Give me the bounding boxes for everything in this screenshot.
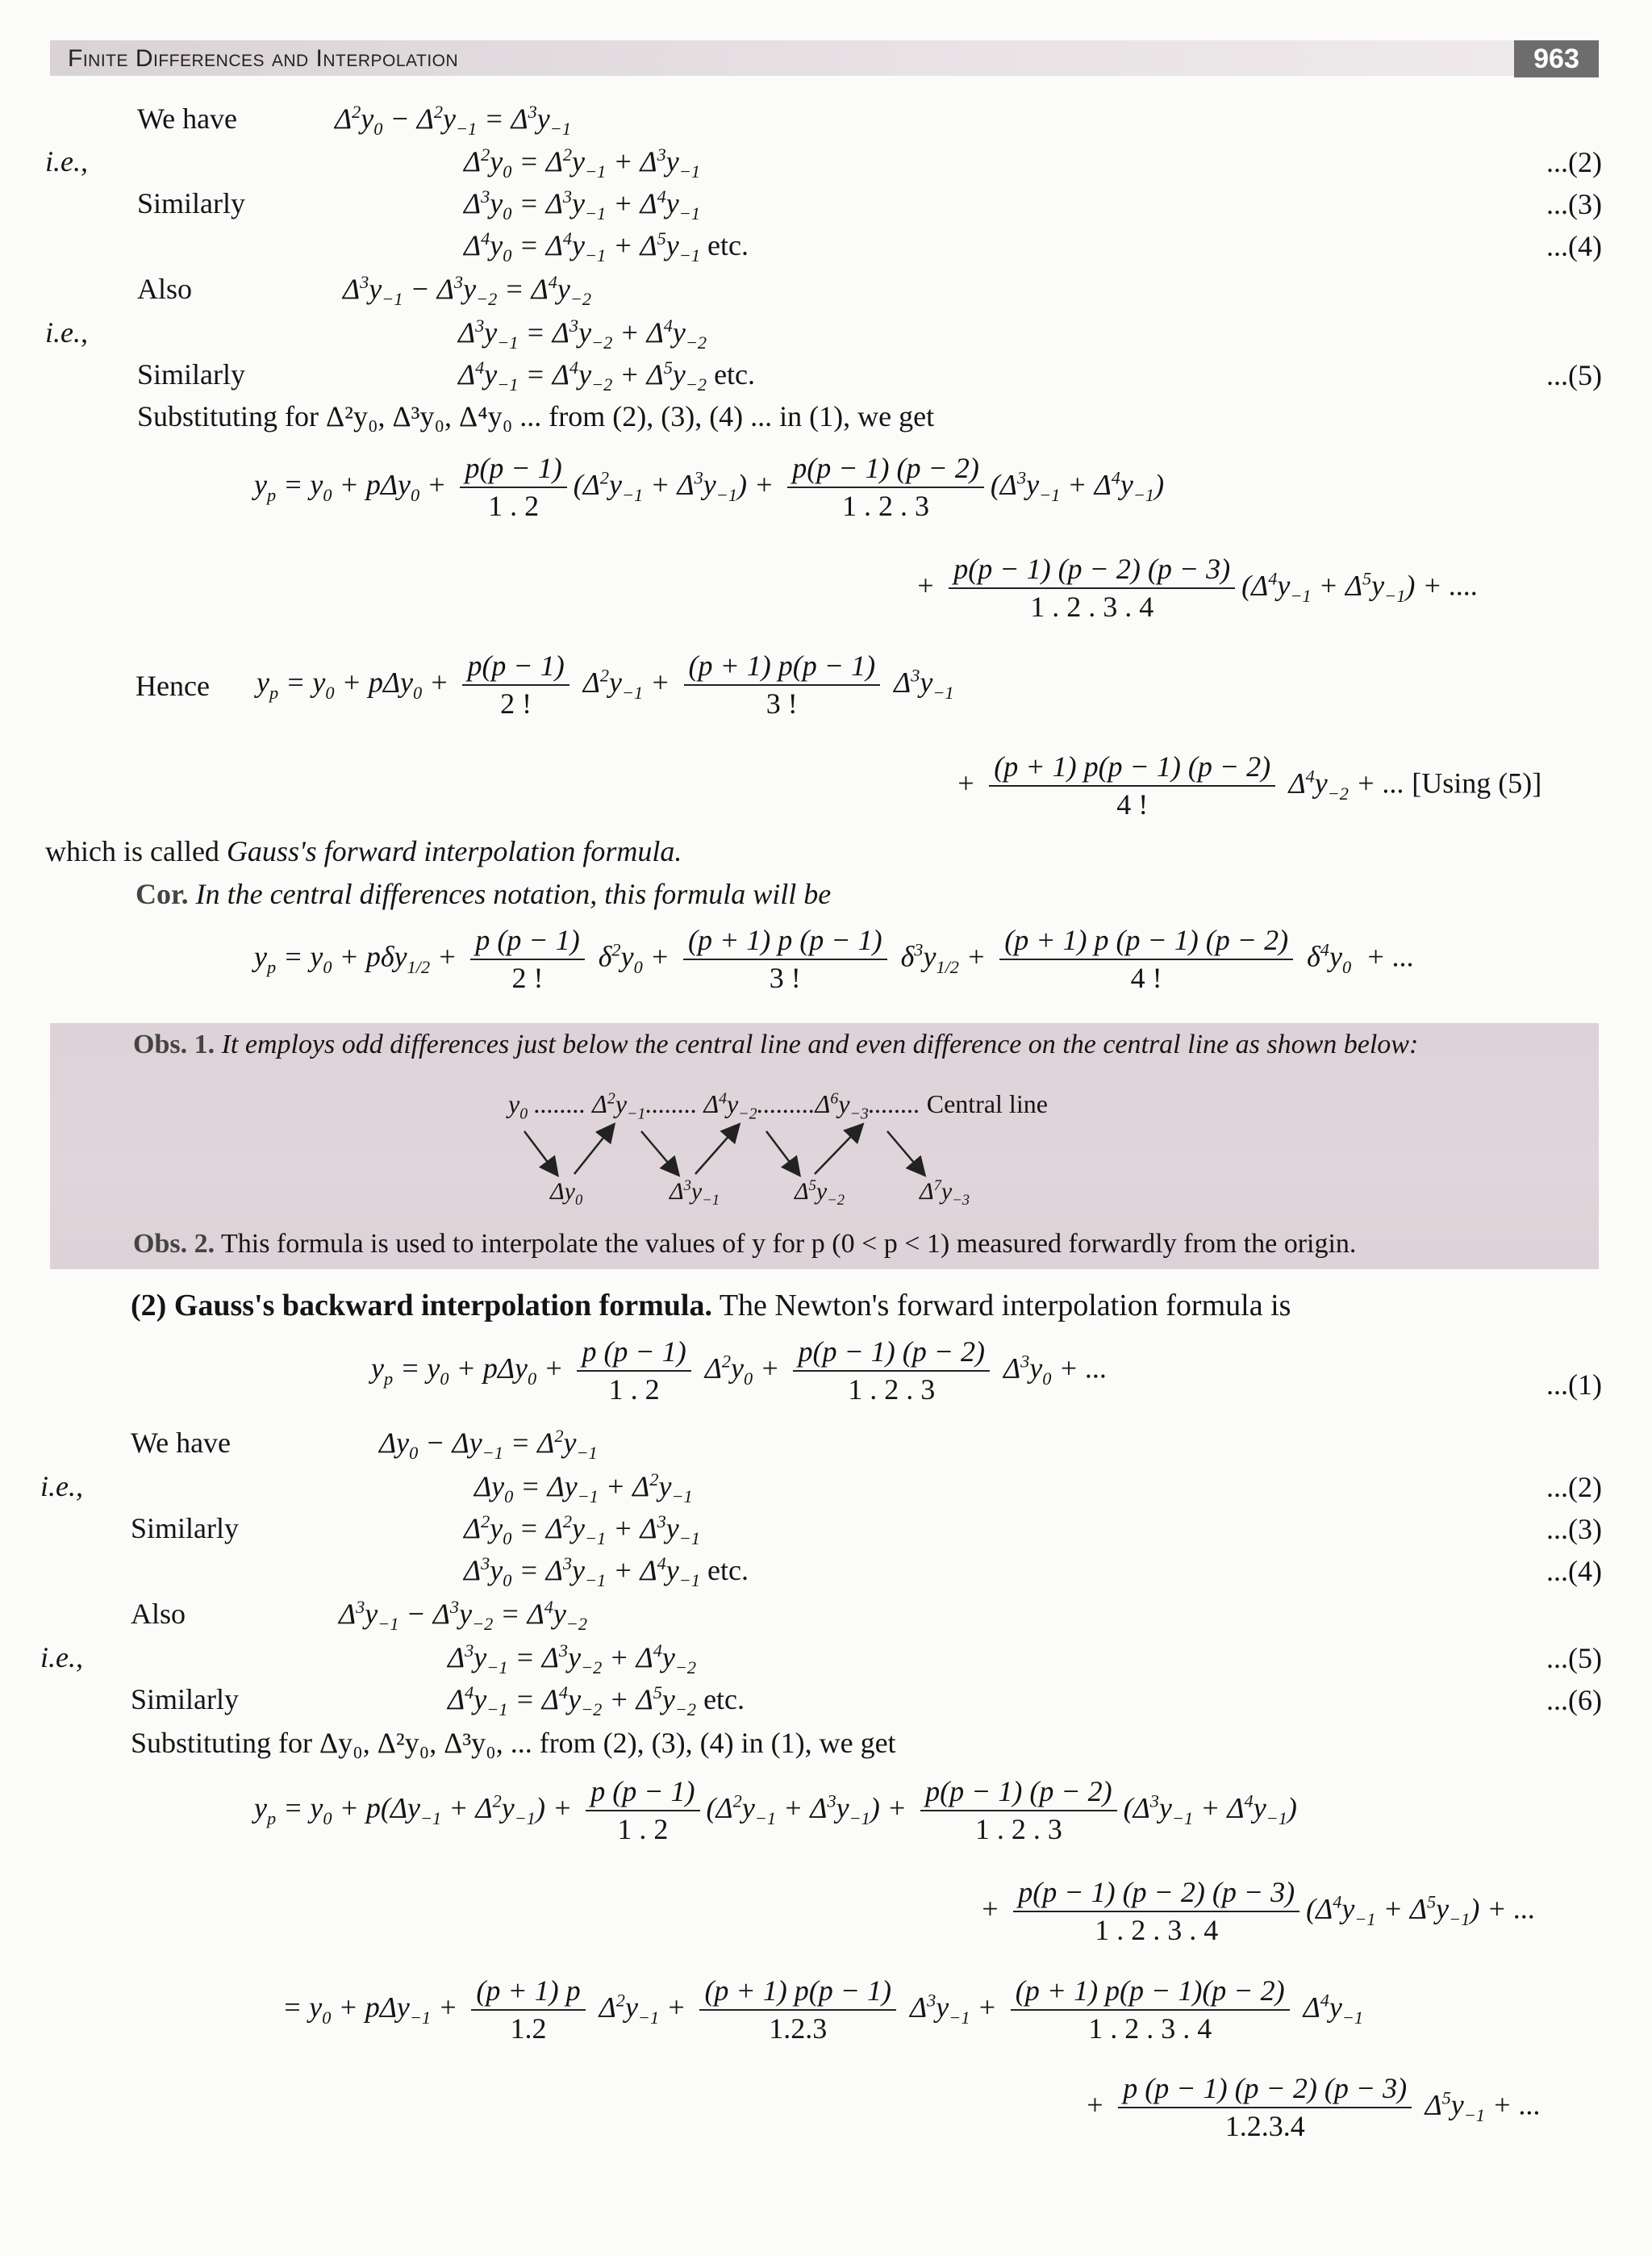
eq-ref: ...(4) [1546, 1555, 1602, 1587]
label-similarly: Similarly [137, 187, 245, 219]
eq-ref: ...(3) [1546, 188, 1602, 220]
expansion-line-1: $y_p = y_0 + p\Delta y_0$ + $\frac{p(p - 1)}{1 . 2}$ $(\Delta^2y_{-1} + \Delta^3y_{-1})$ + $\frac{p(p - 1) (p - 2)}{1 . 2 . 3}$ $(\Delta^3y_{-1} + \Delta^4y_{-1})$ [254, 452, 1165, 523]
label-ie: i.e., [45, 145, 88, 178]
b-expansion-4: + $\frac{p (p - 1) (p - 2) (p - 3)}{1.2.3.4}$ $\Delta^5y_{-1}$ + ... [1085, 2072, 1541, 2143]
label-ie: i.e., [45, 316, 88, 349]
eq-4: $\Delta^4y_0 = \Delta^4y_{-1} + \Delta^5y_{-1}$ etc. [464, 228, 749, 266]
eq-b-5: $\Delta^3y_{-1} = \Delta^3y_{-2} + \Delta^4y_{-2}$ [448, 1640, 697, 1678]
label-ie: i.e., [40, 1470, 83, 1502]
diagram-delta7: $\Delta^7y_{-3}$ [920, 1177, 970, 1209]
b-expansion-1: $y_p = y_0 + p(\Delta y_{-1} + \Delta^2y_{-1})$ + $\frac{p (p - 1)}{1 . 2}$ $(\Delta^2y_{-1} + \Delta^3y_{-1})$ + $\frac{p(p - 1) (p - 2)}{1 . 2 . 3}$ $(\Delta^3y_{-1} + \Delta^4y_{-1})$ [254, 1775, 1297, 1846]
central-formula: $y_p = y_0 + p\delta y_{1/2}$ + $\frac{p (p - 1)}{2 !}$ $\delta^2y_0$ + $\frac{(p + 1) p (p - 1)}{3 !}$ $\delta^3y_{1/2}$ + $\frac{(p + 1) p (p - 1) (p - 2)}{4 !}$ $\delta^4y_0$ + ... [254, 924, 1415, 995]
obs-2: Obs. 2. This formula is used to interpolate the values of y for p (0 < p < 1) measured forwardly from the origin. [133, 1229, 1357, 1259]
label-also: Also [131, 1598, 186, 1630]
hence-line-1: $y_p = y_0 + p\Delta y_0$ + $\frac{p(p - 1)}{2 !}$ $\Delta^2y_{-1}$ + $\frac{(p + 1) p(p - 1)}{3 !}$ $\Delta^3y_{-1}$ [257, 650, 954, 721]
eq-ref: ...(1) [1546, 1368, 1602, 1401]
eq-b-6: $\Delta^4y_{-1} = \Delta^4y_{-2} + \Delta^5y_{-2}$ etc. [448, 1682, 745, 1720]
label-similarly: Similarly [131, 1683, 239, 1715]
diagram-delta5: $\Delta^5y_{-2}$ [795, 1177, 845, 1209]
eq-ref: ...(4) [1546, 230, 1602, 262]
called-sentence: which is called Gauss's forward interpolation formula. [45, 835, 682, 867]
eq-b-4: $\Delta^3y_0 = \Delta^3y_{-1} + \Delta^4y_{-1}$ etc. [464, 1553, 749, 1591]
corollary: Cor. In the central differences notation, this formula will be [136, 878, 832, 910]
newton-formula: $y_p = y_0 + p\Delta y_0$ + $\frac{p (p - 1)}{1 . 2}$ $\Delta^2y_0$ + $\frac{p(p - 1) (p - 2)}{1 . 2 . 3}$ $\Delta^3y_0$ + ... [371, 1335, 1108, 1406]
eq-5a: $\Delta^3y_{-1} = \Delta^3y_{-2} + \Delta^4y_{-2}$ [458, 315, 707, 353]
eq-2: $\Delta^2y_0 = \Delta^2y_{-1} + \Delta^3y_{-1}$ [464, 144, 700, 182]
central-line-row: $y_0$ ........ $\Delta^2y_{-1}$........ $\Delta^4y_{-2}.........\Delta^6y_{-3}$........ Central line [508, 1089, 1048, 1123]
eq-b-3: $\Delta^2y_0 = \Delta^2y_{-1} + \Delta^3y_{-1}$ [464, 1511, 700, 1549]
diagram-delta-y0: $\Delta y_0$ [550, 1178, 583, 1209]
label-ie: i.e., [40, 1641, 83, 1673]
eq-ref: ...(5) [1546, 359, 1602, 391]
eq-5b: $\Delta^4y_{-1} = \Delta^4y_{-2} + \Delta^5y_{-2}$ etc. [458, 357, 756, 395]
obs-1: Obs. 1. It employs odd differences just below the central line and even difference on the central line as shown below: [133, 1030, 1419, 1059]
eq-diff-1: $\Delta^2y_0 - \Delta^2y_{-1} = \Delta^3y_{-1}$ [335, 102, 571, 140]
eq-b-diff-1: $\Delta y_0 - \Delta y_{-1} = \Delta^2y_{-1}$ [379, 1426, 598, 1464]
label-hence: Hence [136, 670, 210, 702]
eq-ref: ...(5) [1546, 1642, 1602, 1674]
eq-b-2: $\Delta y_0 = \Delta y_{-1} + \Delta^2y_{-1}$ [474, 1469, 693, 1507]
label-similarly: Similarly [137, 358, 245, 391]
page-number: 963 [1514, 40, 1599, 77]
hence-line-2: + $\frac{(p + 1) p(p - 1) (p - 2)}{4 !}$ $\Delta^4y_{-2}$ + ... [Using (5)] [956, 750, 1542, 821]
eq-ref: ...(3) [1546, 1513, 1602, 1545]
eq-b-diff-2: $\Delta^3y_{-1} - \Delta^3y_{-2} = \Delta^4y_{-2}$ [339, 1597, 588, 1635]
eq-diff-2: $\Delta^3y_{-1} - \Delta^3y_{-2} = \Delta^4y_{-2}$ [343, 272, 592, 310]
eq-3: $\Delta^3y_0 = \Delta^3y_{-1} + \Delta^4y_{-1}$ [464, 186, 700, 224]
label-we-have: We have [131, 1427, 232, 1459]
section-heading: (2) Gauss's backward interpolation formula. The Newton's forward interpolation formula is [131, 1289, 1291, 1322]
substituting-text: Substituting for Δy₀, Δ²y₀, Δ³y₀, ... from (2), (3), (4) in (1), we get [131, 1727, 896, 1759]
eq-ref: ...(6) [1546, 1684, 1602, 1716]
label-we-have: We have [137, 102, 238, 135]
b-expansion-2: + $\frac{p(p - 1) (p - 2) (p - 3)}{1 . 2 . 3 . 4}$ $(\Delta^4y_{-1} + \Delta^5y_{-1})$ + ... [980, 1876, 1536, 1947]
substituting-text: Substituting for Δ²y₀, Δ³y₀, Δ⁴y₀ ... from (2), (3), (4) ... in (1), we get [137, 400, 935, 432]
eq-ref: ...(2) [1546, 1471, 1602, 1503]
label-similarly: Similarly [131, 1512, 239, 1544]
b-expansion-3: = $y_0 + p\Delta y_{-1}$ + $\frac{(p + 1) p}{1.2}$ $\Delta^2y_{-1}$ + $\frac{(p + 1) p(p - 1)}{1.2.3}$ $\Delta^3y_{-1}$ + $\frac{(p + 1) p(p - 1)(p - 2)}{1 . 2 . 3 . 4}$ $\Delta^4y_{-1}$ [282, 1974, 1364, 2045]
eq-ref: ...(2) [1546, 146, 1602, 178]
label-also: Also [137, 273, 193, 305]
using-5-note: [Using (5)] [1412, 767, 1542, 800]
diagram-delta3: $\Delta^3y_{-1}$ [670, 1177, 720, 1209]
running-title: Finite Differences and Interpolation [68, 45, 459, 72]
expansion-line-2: + $\frac{p(p - 1) (p - 2) (p - 3)}{1 . 2 . 3 . 4}$ $(\Delta^4y_{-1} + \Delta^5y_{-1})$ + .... [916, 553, 1479, 624]
